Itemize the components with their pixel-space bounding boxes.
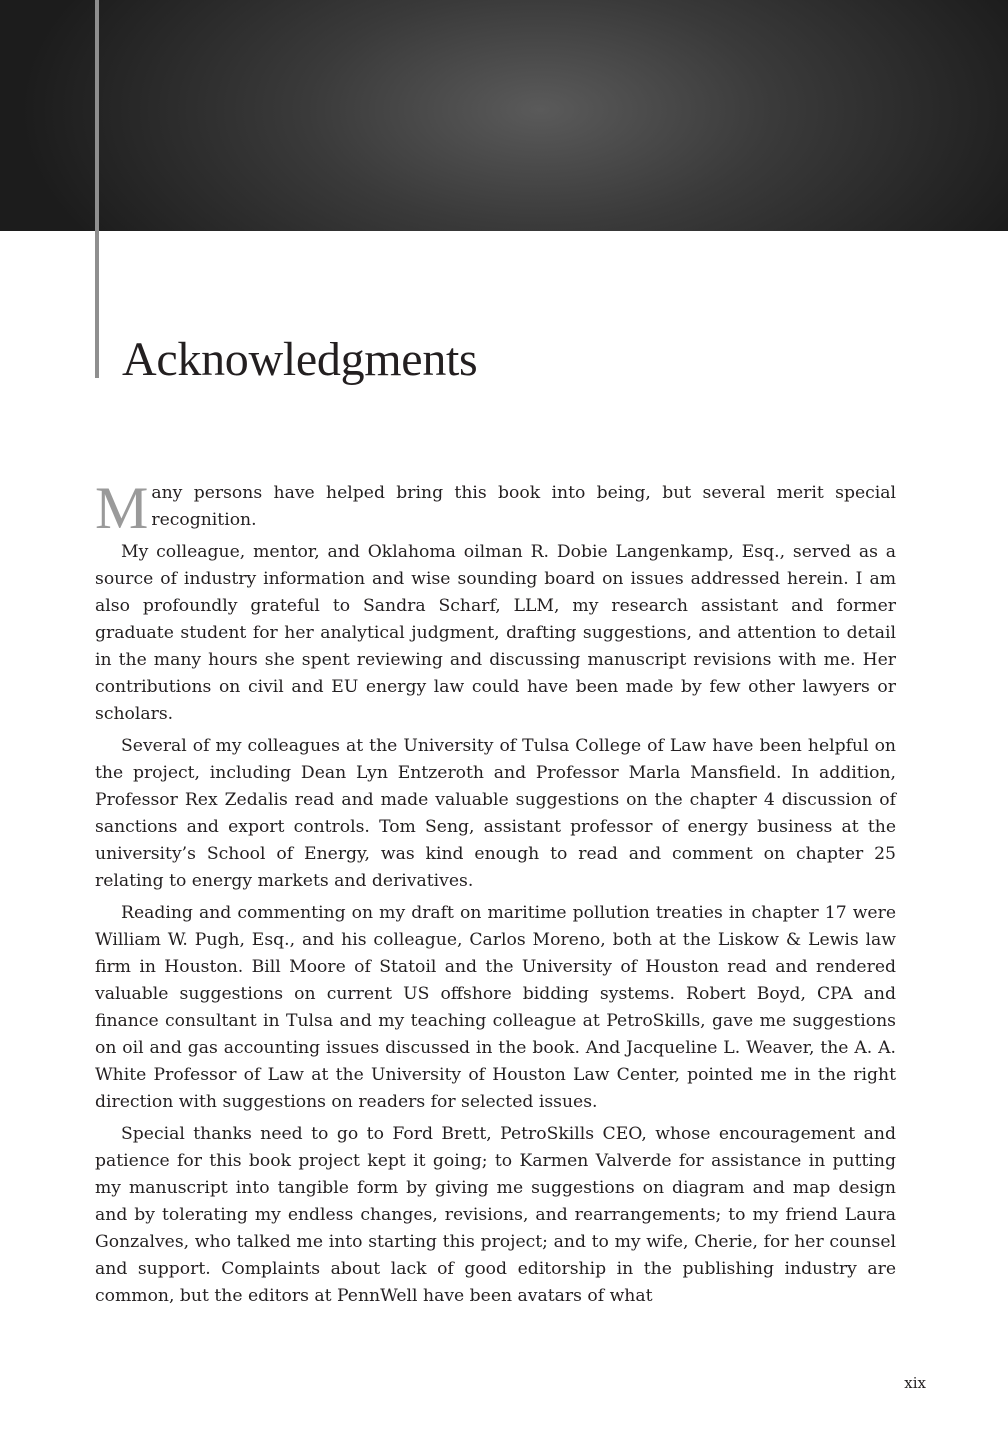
paragraph-5: Special thanks need to go to Ford Brett, PetroSkills CEO, whose encouragement and patience for this book project kept it going; to Karmen Valverde for assistance in putting my manuscript into tangible form by giving me suggestions on diagram and map design and by tolerating my endless changes, revisions, and rearrangements; to my friend Laura Gonzalves, who talked me into starting this project; and to my wife, Cherie, for her counsel and support. Complaints about lack of good editorship in the publishing industry are common, but the editors at PennWell have been avatars of what <box>95 1124 896 1306</box>
page-number: xix <box>904 1374 926 1392</box>
paragraph-1 <box>95 475 896 541</box>
paragraph-2: My colleague, mentor, and Oklahoma oilman R. Dobie Langenkamp, Esq., served as a source of industry information and wise sounding board on issues addressed herein. I am also profoundly grateful to Sandra Scharf, LLM, my research assistant and former graduate student for her analytical judgment, drafting suggestions, and attention to detail in the many hours she spent reviewing and discussing manuscript revisions with me. Her contributions on civil and EU energy law could have been made by few other lawyers or scholars. <box>95 542 896 724</box>
drop-cap: M <box>95 475 149 541</box>
paragraph-4: Reading and commenting on my draft on maritime pollution treaties in chapter 17 were William W. Pugh, Esq., and his colleague, Carlos Moreno, both at the Liskow & Lewis law firm in Houston. Bill Moore of Statoil and the University of Houston read and rendered valuable suggestions on current US offshore bidding systems. Robert Boyd, CPA and finance consultant in Tulsa and my teaching colleague at PetroSkills, gave me suggestions on oil and gas accounting issues discussed in the book. And Jacqueline L. Weaver, the A. A. White Professor of Law at the University of Houston Law Center, pointed me in the right direction with suggestions on readers for selected issues. <box>95 903 896 1112</box>
vertical-rule <box>95 0 99 378</box>
header-band <box>0 0 1008 231</box>
chapter-title: Acknowledgments <box>122 333 478 386</box>
paragraph-3: Several of my colleagues at the University of Tulsa College of Law have been helpful on the project, including Dean Lyn Entzeroth and Professor Marla Mansfield. In addition, Professor Rex Zedalis read and made valuable suggestions on the chapter 4 discussion of sanctions and export controls. Tom Seng, assistant professor of energy business at the university’s School of Energy, was kind enough to read and comment on chapter 25 relating to energy markets and derivatives. <box>95 736 896 891</box>
paragraph-1-text: any persons have helped bring this book into being, but several merit special recognition. <box>151 483 896 530</box>
body-text <box>95 475 896 1315</box>
